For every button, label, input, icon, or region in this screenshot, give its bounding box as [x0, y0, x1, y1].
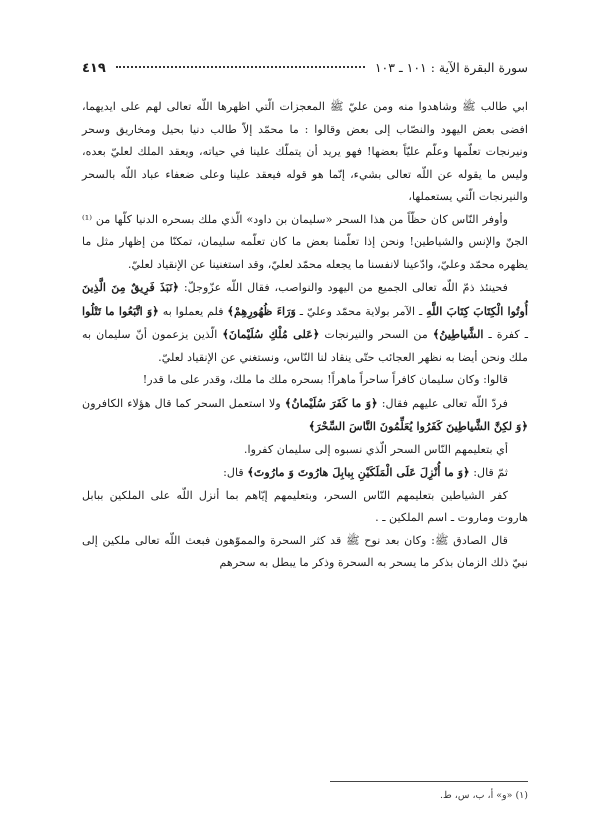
paragraph [82, 530, 528, 575]
paragraph [82, 485, 528, 530]
paragraph-text: ـ كفرة ـ [483, 328, 528, 341]
paragraph-text: فلم يعملوا به [158, 304, 228, 318]
footnote-divider [330, 781, 528, 782]
paragraph-text: كفر الشياطين بتعليمهم النّاس السحر، وبتعليمهم إيّاهم بما أنزل اللّه على الملكين ببابل هاروت وماروت ـ اسم الملكين ـ . [82, 488, 528, 524]
quran-verse-quote: ﴿نَبَذَ فَرِيقٌ مِنَ الَّذِينَ أُوتُوا الْكِتَابَ كِتَابَ اللَّهِ [82, 280, 529, 318]
paragraph-text: قالوا: وكان سليمان كافراً ساحراً ماهراً! بسحره ملك ما ملك، وقدر على ما قدر! [142, 373, 508, 386]
quran-verse-quote: ﴿وَ لكِنَّ الشَّياطِينَ كَفَرُوا يُعَلِّمُونَ النَّاسَ السِّحْرَ﴾ [308, 419, 528, 433]
surah-verse-title: سورة البقرة الآية : ١٠١ ـ ١٠٣ [374, 60, 528, 75]
quran-verse-quote: ﴿وَ ما كَفَرَ سُلَيْمانُ﴾ [284, 395, 378, 410]
paragraph [82, 392, 528, 439]
paragraph [82, 461, 528, 485]
running-header [82, 60, 528, 80]
paragraph-text: فردّ اللّه تعالى عليهم فقال: [377, 396, 508, 410]
paragraph-text: ولا استعمل السحر كما قال هؤلاء الكافرون [82, 396, 285, 410]
paragraph [82, 439, 528, 462]
paragraph [82, 96, 528, 209]
paragraph-text: وأوفر النّاس كان حظّاً من هذا السحر «سليمان بن داود» الّذي ملك بسحره الدنيا كلّها من ⁽¹⁾ الجنّ والإنس والشياطين! ونحن إذا تعلّمنا بعض ما كان تعلّمه سليمان، تمكنّا من إظهار مثل ما يظهره محمّد وعليّ، وادّعينا لانفسنا ما يجعله محمّد لعليّ، وقد استغنينا عن الإنقياد لعليّ. [82, 212, 528, 271]
book-page [82, 60, 528, 575]
paragraph-text: ثمّ قال: [469, 466, 508, 479]
paragraph-text: ابي طالب ﷺ وشاهدوا منه ومن عليّ ﷺ المعجزات الّتي اظهرها اللّه تعالى لهم على ايديهما، افضى بعض اليهود والنصّاب إلى بعض وقالوا : ما محمّد إلاّ طالب دنيا بحيل ومخاريق وسحر ونيرنجات تعلّمها وعلّم عليّاً بعضها! فهو يريد أن يتملّك علينا في حياته، ويعقد الملك لعليّ بعده، وليس ما يقوله عن اللّه تعالى بشيء، إنّما هو قوله فيعقد علينا وعلى ضعفاء عباد اللّه بالسحر والنيرنجات الّتي يستعملها، [82, 100, 528, 203]
paragraph-text: الّذين يزعمون أنّ سليمان به ملك ونحن أيضا به نظهر العجائب حتّى ينقاد لنا النّاس، ونستغني عن الإنقياد لعليّ. [82, 328, 528, 364]
paragraph-text: أي بتعليمهم النّاس السحر الّذي نسبوه إلى سليمان كفروا. [243, 442, 508, 456]
paragraph-text: قال: [223, 466, 248, 479]
paragraph-text: ـ الآمر بولاية محمّد وعليّ ـ [295, 304, 427, 318]
paragraph-text: قال الصادق ﷺ: وكان بعد نوح ﷺ قد كثر السحرة والمموّهون فبعث اللّه تعالى ملكين إلى نبيّ ذلك الزمان بذكر ما يسحر به السحرة وذكر ما يبطل به سحرهم [82, 533, 528, 569]
paragraph-text: من السحر والنيرنجات [319, 328, 433, 341]
quran-verse-quote: وَرَاءَ ظُهُورِهِمْ﴾ [227, 303, 296, 318]
quran-verse-quote: ﴿وَ ما أُنْزِلَ عَلَى الْمَلَكَيْنِ بِبابِلَ هارُوتَ وَ مارُوتَ﴾ [247, 465, 470, 479]
paragraph-text: فحينئذ ذمّ اللّه تعالى الجميع من اليهود والنواصب، فقال اللّه عزّوجلّ: [178, 281, 508, 294]
footnote: (١) «و» أ، ب، س، ط. [439, 790, 528, 801]
paragraph [82, 276, 528, 369]
header-dotted-leader [116, 66, 365, 68]
quran-verse-quote: ﴿عَلى مُلْكِ سُلَيْمانَ﴾ [222, 327, 320, 341]
quran-verse-quote: ﴿وَ اتَّبَعُوا ما تَتْلُوا [82, 303, 159, 318]
quran-verse-quote: الشَّياطِينُ﴾ [432, 327, 484, 341]
page-body [82, 96, 528, 575]
paragraph [82, 369, 528, 392]
page-number: ٤١٩ [82, 61, 106, 76]
paragraph [82, 209, 528, 277]
